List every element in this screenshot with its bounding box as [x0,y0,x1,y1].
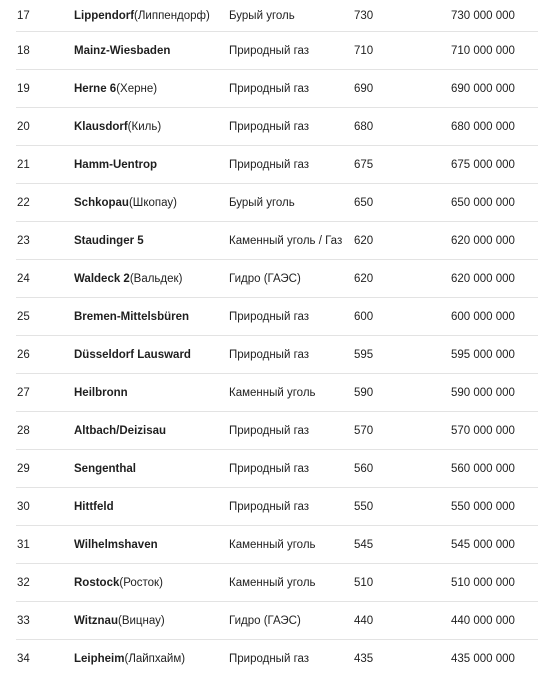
plant-name-cell [74,0,210,31]
rank-cell: 26 [17,348,30,361]
rank-cell: 32 [17,576,30,589]
value-cell: 690 000 000 [451,82,515,95]
rank-cell: 22 [17,196,30,209]
fuel-type-cell: Каменный уголь / Газ [229,234,343,247]
capacity-cell: 710 [354,44,374,57]
capacity-cell: 570 [354,424,374,437]
rank-cell: 21 [17,158,30,171]
value-cell: 730 000 000 [451,9,515,22]
rank-cell: 25 [17,310,30,323]
plant-name: Heilbronn [74,386,128,399]
table-row [16,526,538,564]
value-cell: 560 000 000 [451,462,515,475]
fuel-type-cell: Природный газ [229,348,310,361]
plant-name-alt: (Росток) [119,576,163,589]
table-row [16,146,538,184]
fuel-type-cell: Природный газ [229,310,310,323]
plant-name-cell [74,222,144,259]
rank-cell: 20 [17,120,30,133]
plant-name: Schkopau [74,196,129,209]
plant-name-cell [74,412,166,449]
fuel-type-cell: Гидро (ГАЭС) [229,272,301,285]
capacity-cell: 680 [354,120,374,133]
plant-name: Leipheim [74,653,125,665]
fuel-type-cell: Бурый уголь [229,196,295,209]
value-cell: 440 000 000 [451,614,515,627]
capacity-cell: 545 [354,538,374,551]
plant-name: Staudinger 5 [74,234,144,247]
plant-name: Klausdorf [74,120,128,133]
fuel-type-cell: Каменный уголь [229,538,316,551]
plant-name: Waldeck 2 [74,272,130,285]
table-row [16,488,538,526]
plant-name: Altbach/Deizisau [74,424,167,437]
capacity-cell: 440 [354,614,374,627]
plant-name: Rostock [74,576,120,589]
capacity-cell: 435 [354,653,374,665]
value-cell: 590 000 000 [451,386,515,399]
fuel-type-cell: Природный газ [229,424,310,437]
plant-name-cell [74,374,128,411]
plant-name-cell [74,640,185,678]
plant-name-alt: (Липпендорф) [134,9,210,22]
table-row [16,336,538,374]
table-row [16,260,538,298]
plant-name-cell [74,336,191,373]
plant-name: Mainz-Wiesbaden [74,44,171,57]
capacity-cell: 730 [354,9,374,22]
plant-name-alt: (Вальдек) [129,272,183,285]
value-cell: 675 000 000 [451,158,515,171]
table-row [16,450,538,488]
capacity-cell: 675 [354,158,374,171]
value-cell: 600 000 000 [451,310,515,323]
plant-name-alt: (Херне) [116,82,158,95]
table-row [16,32,538,70]
fuel-type-cell: Каменный уголь [229,386,316,399]
capacity-cell: 620 [354,234,374,247]
table-row [16,374,538,412]
plant-name-alt: (Шкопау) [128,196,177,209]
plant-name: Sengenthal [74,462,136,475]
value-cell: 620 000 000 [451,272,515,285]
plant-name: Herne 6 [74,82,117,95]
value-cell: 710 000 000 [451,44,515,57]
fuel-type-cell: Гидро (ГАЭС) [229,614,301,627]
fuel-type-cell: Природный газ [229,500,310,513]
value-cell: 650 000 000 [451,196,515,209]
rank-cell: 27 [17,386,30,399]
value-cell: 435 000 000 [451,653,515,665]
rank-cell: 24 [17,272,30,285]
value-cell: 680 000 000 [451,120,515,133]
plant-name: Bremen-Mittelsbüren [74,310,190,323]
capacity-cell: 620 [354,272,374,285]
value-cell: 595 000 000 [451,348,515,361]
table-row [16,640,538,678]
rank-cell: 29 [17,462,30,475]
plant-name: Wilhelmshaven [74,538,158,551]
table-row [16,602,538,640]
plant-name-alt: (Лайпхайм) [124,653,186,665]
plant-name-cell [74,298,189,335]
fuel-type-cell: Природный газ [229,120,310,133]
rank-cell: 17 [17,9,30,22]
plant-name-alt: (Вицнау) [117,614,165,627]
fuel-type-cell: Природный газ [229,653,310,665]
value-cell: 545 000 000 [451,538,515,551]
table-row [16,564,538,602]
table-row [16,298,538,336]
plant-name-cell [74,32,170,69]
fuel-type-cell: Природный газ [229,82,310,95]
plant-name: Düsseldorf Lausward [74,348,191,361]
table-row [16,412,538,450]
table-row [16,184,538,222]
plant-name-cell [74,184,177,221]
value-cell: 620 000 000 [451,234,515,247]
rank-cell: 31 [17,538,30,551]
fuel-type-cell: Природный газ [229,462,310,475]
capacity-cell: 650 [354,196,374,209]
fuel-type-cell: Бурый уголь [229,9,295,22]
plant-name: Lippendorf [74,9,135,22]
plant-name-cell [74,146,157,183]
plant-name: Witznau [74,614,118,627]
plant-name-cell [74,488,114,525]
capacity-cell: 510 [354,576,374,589]
rank-cell: 18 [17,44,30,57]
fuel-type-cell: Каменный уголь [229,576,316,589]
capacity-cell: 690 [354,82,374,95]
rank-cell: 33 [17,614,30,627]
rank-cell: 30 [17,500,30,513]
rank-cell: 23 [17,234,30,247]
table-row [16,0,538,32]
plant-name: Hittfeld [74,500,114,513]
plant-name-alt: (Киль) [127,120,162,133]
capacity-cell: 560 [354,462,374,475]
capacity-cell: 590 [354,386,374,399]
rank-cell: 19 [17,82,30,95]
plant-name-cell [74,450,136,487]
plant-name-cell [74,602,165,639]
capacity-cell: 600 [354,310,374,323]
table-row [16,222,538,260]
rank-cell: 34 [17,653,30,665]
plant-name-cell [74,564,163,601]
value-cell: 510 000 000 [451,576,515,589]
plant-name-cell [74,526,158,563]
rank-cell: 28 [17,424,30,437]
value-cell: 570 000 000 [451,424,515,437]
fuel-type-cell: Природный газ [229,158,310,171]
table-row [16,108,538,146]
table-row [16,70,538,108]
plant-name-cell [74,108,161,145]
plant-name-cell [74,70,157,107]
plant-name: Hamm-Uentrop [74,158,158,171]
value-cell: 550 000 000 [451,500,515,513]
fuel-type-cell: Природный газ [229,44,310,57]
capacity-cell: 595 [354,348,374,361]
plant-name-cell [74,260,182,297]
capacity-cell: 550 [354,500,374,513]
